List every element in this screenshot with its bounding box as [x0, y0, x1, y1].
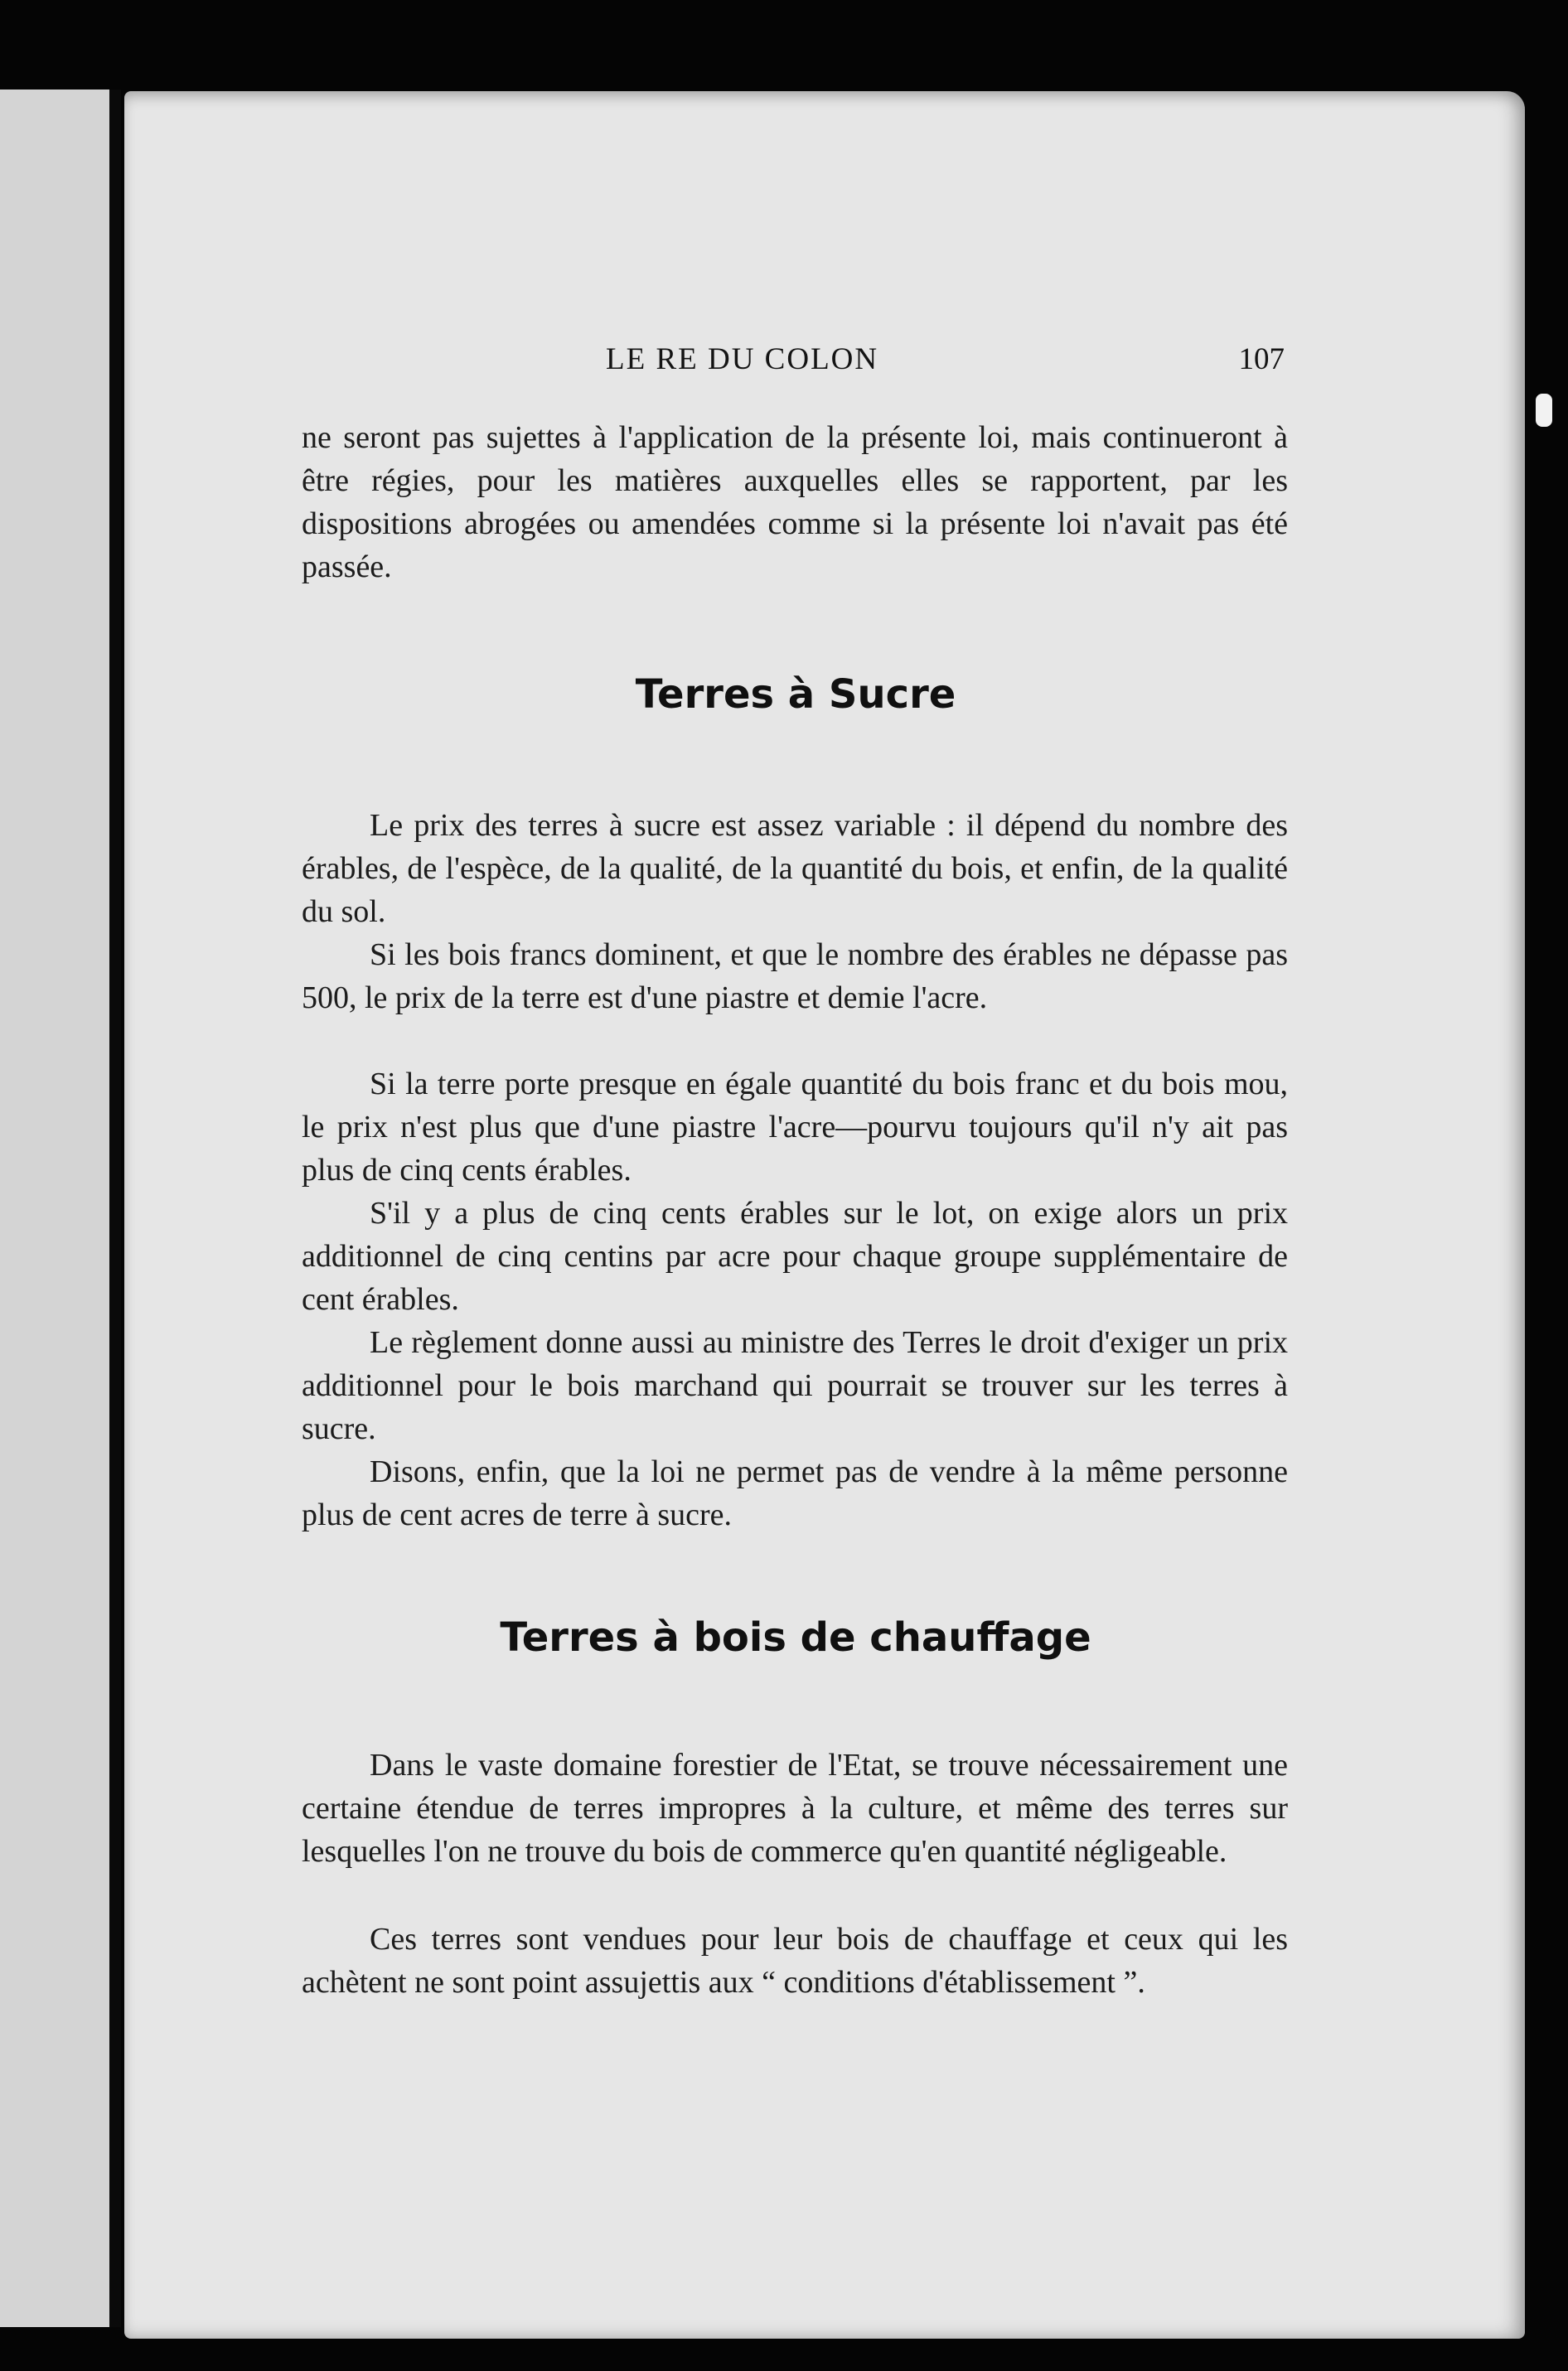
paragraph: Si les bois francs dominent, et que le nombre des érables ne dépasse pas 500, le prix de la terre est d'une piastre et demie l'acre.: [302, 937, 1288, 1015]
paragraph: S'il y a plus de cinq cents érables sur le lot, on exige alors un prix additionnel de cinq centins par acre pour chaque groupe supplémentaire de cent érables.: [302, 1196, 1288, 1317]
scan-artifact: [1536, 394, 1552, 427]
adjacent-page-edge: [0, 90, 109, 2327]
section-heading-terres-a-sucre: Terres à Sucre: [635, 671, 956, 718]
intro-paragraph: ne seront pas sujettes à l'application de la présente loi, mais continueront à être régies, pour les matières auxquelles elles se rapportent, par les dispositions abrogées ou amendées comme si la présente loi n'avait pas été passée.: [302, 420, 1288, 584]
paragraph: Si la terre porte presque en égale quantité du bois franc et du bois mou, le prix n'est plus que d'une piastre l'acre—pourvu toujours qu'il n'y ait pas plus de cinq cents érables.: [302, 1067, 1288, 1188]
paragraph: Ces terres sont vendues pour leur bois de chauffage et ceux qui les achètent ne sont point assujettis aux “ conditions d'établissement ”.: [302, 1922, 1288, 2000]
paragraph: Le prix des terres à sucre est assez variable : il dépend du nombre des érables, de l'espèce, de la qualité, de la quantité du bois, et enfin, de la qualité du sol.: [302, 808, 1288, 929]
running-title: LE RE DU COLON: [606, 342, 879, 376]
paragraph: Le règlement donne aussi au ministre des Terres le droit d'exiger un prix additionnel pour le bois marchand qui pourrait se trouver sur les terres à sucre.: [302, 1325, 1288, 1446]
paragraph: Dans le vaste domaine forestier de l'Etat, se trouve nécessairement une certaine étendue de terres impropres à la culture, et même des terres sur lesquelles l'on ne trouve du bois de commerce qu'en quantité négligeable.: [302, 1748, 1288, 1869]
book-spine: [109, 90, 121, 2327]
page-header: [298, 341, 1285, 391]
paragraph: Disons, enfin, que la loi ne permet pas de vendre à la même personne plus de cent acres de terre à sucre.: [302, 1454, 1288, 1532]
page-number: 107: [1238, 342, 1285, 376]
section-heading-terres-a-bois: Terres à bois de chauffage: [500, 1614, 1091, 1661]
